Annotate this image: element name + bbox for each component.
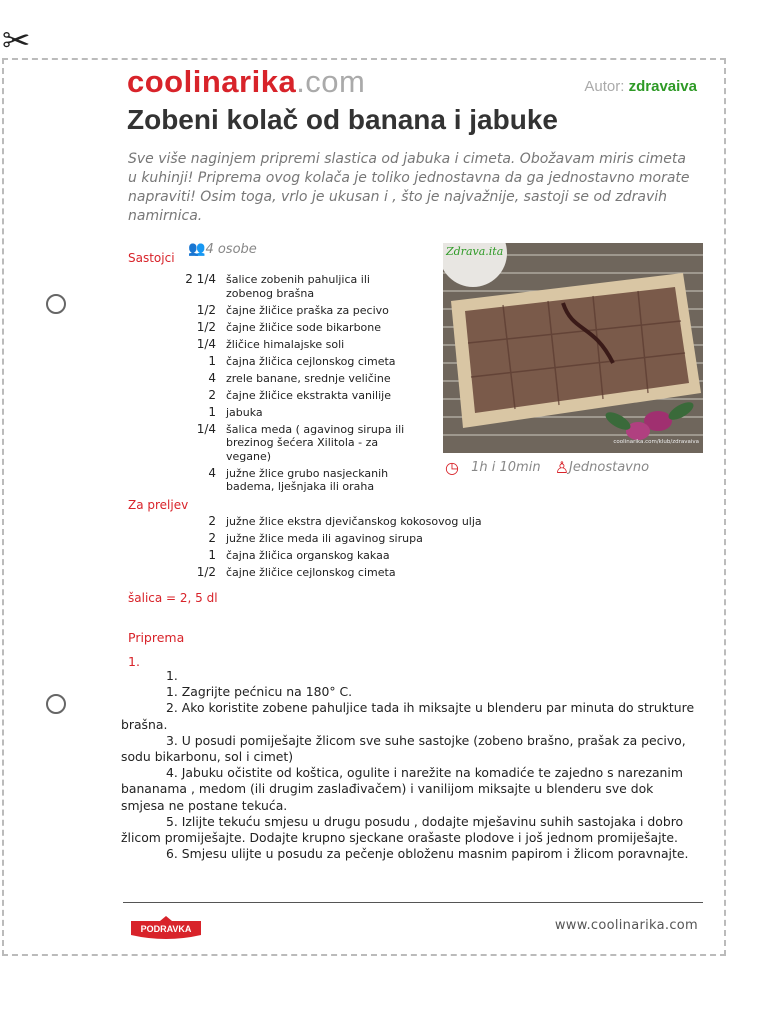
author-label: Autor:: [584, 78, 625, 95]
ingredient-text: čajne žličice cejlonskog cimeta: [226, 566, 396, 579]
preparation-step: 1. Zagrijte pećnicu na 180° C.: [166, 684, 353, 700]
preparation-step: 5. Izlijte tekuću smjesu u drugu posudu , dodajte mješavinu suhih sastojaka i dobro žlicom promiješajte. Dodajte krupno sjeckane orašaste plodove i još jednom promiješajte.: [121, 813, 684, 846]
ingredient-text: zrele banane, srednje veličine: [226, 371, 391, 385]
ingredient-qty: 2: [208, 531, 216, 545]
ingredient-text: južne žlice ekstra djevičanskog kokosovog ulja: [226, 515, 482, 528]
preparation-heading: Priprema: [128, 630, 185, 645]
ingredient-row: [168, 532, 508, 549]
logo-part-com: .com: [296, 64, 366, 99]
ingredient-qty: 4: [208, 465, 216, 480]
preparation-step: 6. Smjesu ulijte u posudu za pečenje obloženu masnim papirom i žlicom poravnajte.: [166, 846, 689, 862]
recipe-meta: [445, 458, 649, 477]
ingredient-row: [168, 549, 508, 566]
ingredient-text: južne žlice grubo nasjeckanih badema, lješnjaka ili oraha: [226, 466, 389, 493]
ingredient-text: čajna žličica cejlonskog cimeta: [226, 354, 396, 368]
ingredient-row: [168, 321, 418, 338]
ingredient-row: [168, 372, 418, 389]
prep-time: 1h i 10min: [471, 460, 541, 475]
ingredient-row: [168, 304, 418, 321]
preparation-step: 2. Ako koristite zobene pahuljice tada ih miksajte u blenderu par minuta do strukture brašna.: [121, 700, 695, 732]
preparation-steps: [121, 668, 696, 862]
servings: [188, 241, 257, 257]
preparation-step: 3. U posudi pomiješajte žlicom sve suhe sastojke (zobeno brašno, prašak za pecivo, sodu bikarbonu, sol i cimet): [121, 732, 686, 765]
chef-hat-icon: ♙: [554, 458, 570, 477]
ingredient-row: [168, 338, 418, 355]
logo-part-inarika: inarika: [192, 64, 297, 99]
recipe-intro: Sve više naginjem pripremi slastica od jabuka i cimeta. Obožavam miris cimeta u kuhinji! Priprema ovog kolača je toliko jednostavna da ga jednostavno morate napraviti! Osim toga, vrlo je ukusan i , što je najvažnije, sastoji se od zdravih namirnica.: [128, 151, 690, 224]
ingredient-text: čajna žličica organskog kakaa: [226, 549, 390, 562]
ingredient-row: [168, 406, 418, 423]
ingredient-text: čajne žličice praška za pecivo: [226, 303, 389, 317]
ingredient-qty: 1: [208, 353, 216, 368]
ingredient-text: jabuka: [226, 405, 263, 419]
author-name[interactable]: zdravaiva: [628, 78, 697, 95]
ingredient-qty: 1/2: [196, 302, 216, 317]
ingredient-text: južne žlice meda ili agavinog sirupa: [226, 532, 423, 545]
ingredient-row: [168, 355, 418, 372]
clock-icon: ◷: [445, 458, 459, 477]
photo-watermark: Zdrava.ita: [446, 245, 504, 258]
punch-hole-bottom: [46, 694, 66, 714]
author-line: [584, 78, 697, 95]
logo-part-cool: cool: [127, 64, 193, 99]
ingredient-row: [168, 389, 418, 406]
ingredient-qty: 1: [208, 548, 216, 562]
preparation-step: 4. Jabuku očistite od koštica, ogulite i narežite na komadiće te zajedno s narezanim bananama , medom (ili drugim zaslađivačem) i vanilijom miksajte u blenderu sve dok smjesa ne postane tekuća.: [121, 765, 683, 813]
ingredient-row: [168, 566, 508, 583]
photo-credit: coolinarika.com/klub/zdravaiva: [613, 439, 699, 445]
ingredient-row: [168, 273, 418, 304]
site-logo[interactable]: [127, 64, 365, 100]
topping-table: [168, 515, 508, 583]
ingredient-row: [168, 515, 508, 532]
ingredient-text: žličice himalajske soli: [226, 337, 345, 351]
servings-value: 4 osobe: [205, 242, 257, 257]
scissors-icon: ✂: [2, 21, 31, 61]
cup-note: šalica = 2, 5 dl: [128, 591, 218, 605]
ingredients-table: [168, 273, 418, 497]
recipe-title: Zobeni kolač od banana i jabuke: [127, 104, 558, 135]
ingredient-qty: 1/4: [196, 421, 216, 436]
prep-number: 1.: [128, 654, 140, 669]
ingredient-qty: 1/2: [196, 319, 216, 334]
people-icon: 👥: [188, 241, 206, 257]
ingredient-qty: 1/2: [196, 565, 216, 579]
preparation-step: 1.: [166, 668, 178, 683]
ingredient-qty: 2: [208, 514, 216, 528]
recipe-photo: [443, 243, 703, 453]
ingredients-heading: Sastojci: [128, 251, 175, 265]
ingredient-text: čajne žličice ekstrakta vanilije: [226, 388, 391, 402]
ingredient-qty: 1/4: [196, 336, 216, 351]
ingredient-qty: 2 1/4: [185, 272, 216, 286]
podravka-logo[interactable]: [127, 915, 205, 939]
difficulty: Jednostavno: [569, 460, 650, 475]
ingredient-text: šalica meda ( agavinog sirupa ili brezinog šećera Xilitola - za vegane): [226, 422, 405, 463]
ingredient-text: čajne žličice sode bikarbone: [226, 320, 382, 334]
podravka-text: PODRAVKA: [140, 924, 192, 934]
footer-divider: [123, 902, 703, 903]
ingredient-row: [168, 467, 418, 498]
ingredient-row: [168, 423, 418, 467]
topping-heading: Za preljev: [128, 498, 189, 512]
ingredient-text: šalice zobenih pahuljica ili zobenog brašna: [226, 273, 370, 300]
punch-hole-top: [46, 294, 66, 314]
ingredient-qty: 4: [208, 370, 216, 385]
website-link[interactable]: www.coolinarika.com: [554, 918, 698, 933]
ingredient-qty: 2: [208, 387, 216, 402]
ingredient-qty: 1: [208, 404, 216, 419]
